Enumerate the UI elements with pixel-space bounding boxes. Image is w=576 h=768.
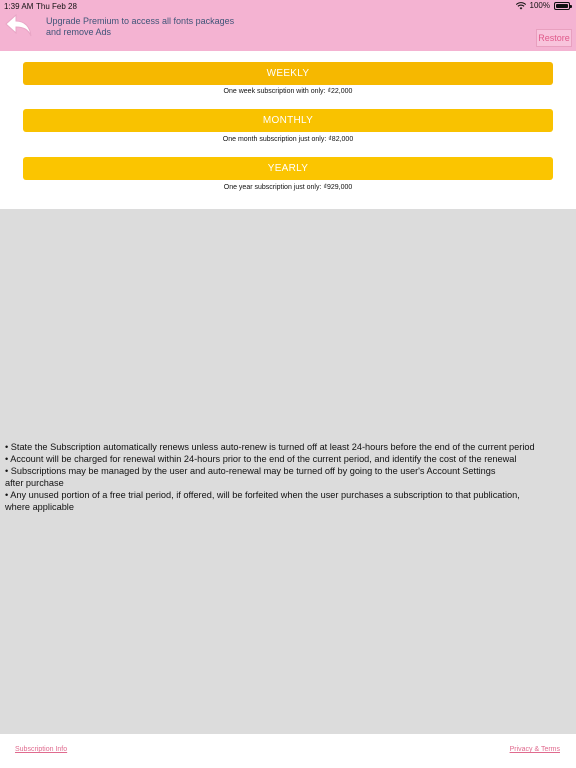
- footer: [0, 734, 576, 768]
- header-bar: [0, 0, 576, 51]
- battery-icon: [554, 2, 570, 10]
- weekly-plan-description: One week subscription with only: ₫22,000: [223, 88, 353, 95]
- subscription-terms: [5, 441, 575, 513]
- subscription-plans: [0, 51, 576, 209]
- status-date: Thu Feb 28: [36, 2, 77, 11]
- monthly-plan-description: One month subscription just only: ₫82,000: [222, 136, 354, 143]
- battery-percent: 100%: [529, 1, 550, 10]
- yearly-plan-description: One year subscription just only: ₫929,000: [223, 184, 353, 191]
- status-right: [516, 1, 570, 10]
- header-title: Upgrade Premium to access all fonts packages and remove Ads: [46, 16, 235, 37]
- back-button[interactable]: [4, 12, 34, 40]
- terms-line: • Subscriptions may be managed by the user and auto-renewal may be turned off by going to the user's Account Settings: [5, 466, 496, 476]
- status-time: 1:39 AM: [4, 2, 34, 11]
- back-arrow-icon: [4, 12, 34, 40]
- monthly-plan-button[interactable]: MONTHLY: [23, 109, 553, 132]
- weekly-plan-button[interactable]: WEEKLY: [23, 62, 553, 85]
- terms-line: • Account will be charged for renewal within 24-hours prior to the end of the current period, and identify the cost of the renewal: [5, 454, 517, 464]
- privacy-terms-link[interactable]: Privacy & Terms: [509, 746, 560, 753]
- restore-button[interactable]: Restore: [536, 29, 572, 47]
- terms-line: after purchase: [5, 478, 64, 488]
- terms-line: • State the Subscription automatically renews unless auto-renew is turned off at least 24-hours before the end of the current period: [5, 442, 535, 452]
- wifi-icon: [516, 2, 526, 10]
- yearly-plan-button[interactable]: YEARLY: [23, 157, 553, 180]
- terms-area: [0, 209, 576, 734]
- terms-line: where applicable: [5, 502, 74, 512]
- subscription-info-link[interactable]: Subscription Info: [15, 746, 68, 753]
- terms-line: • Any unused portion of a free trial period, if offered, will be forfeited when the user purchases a subscription to that publication,: [5, 490, 520, 500]
